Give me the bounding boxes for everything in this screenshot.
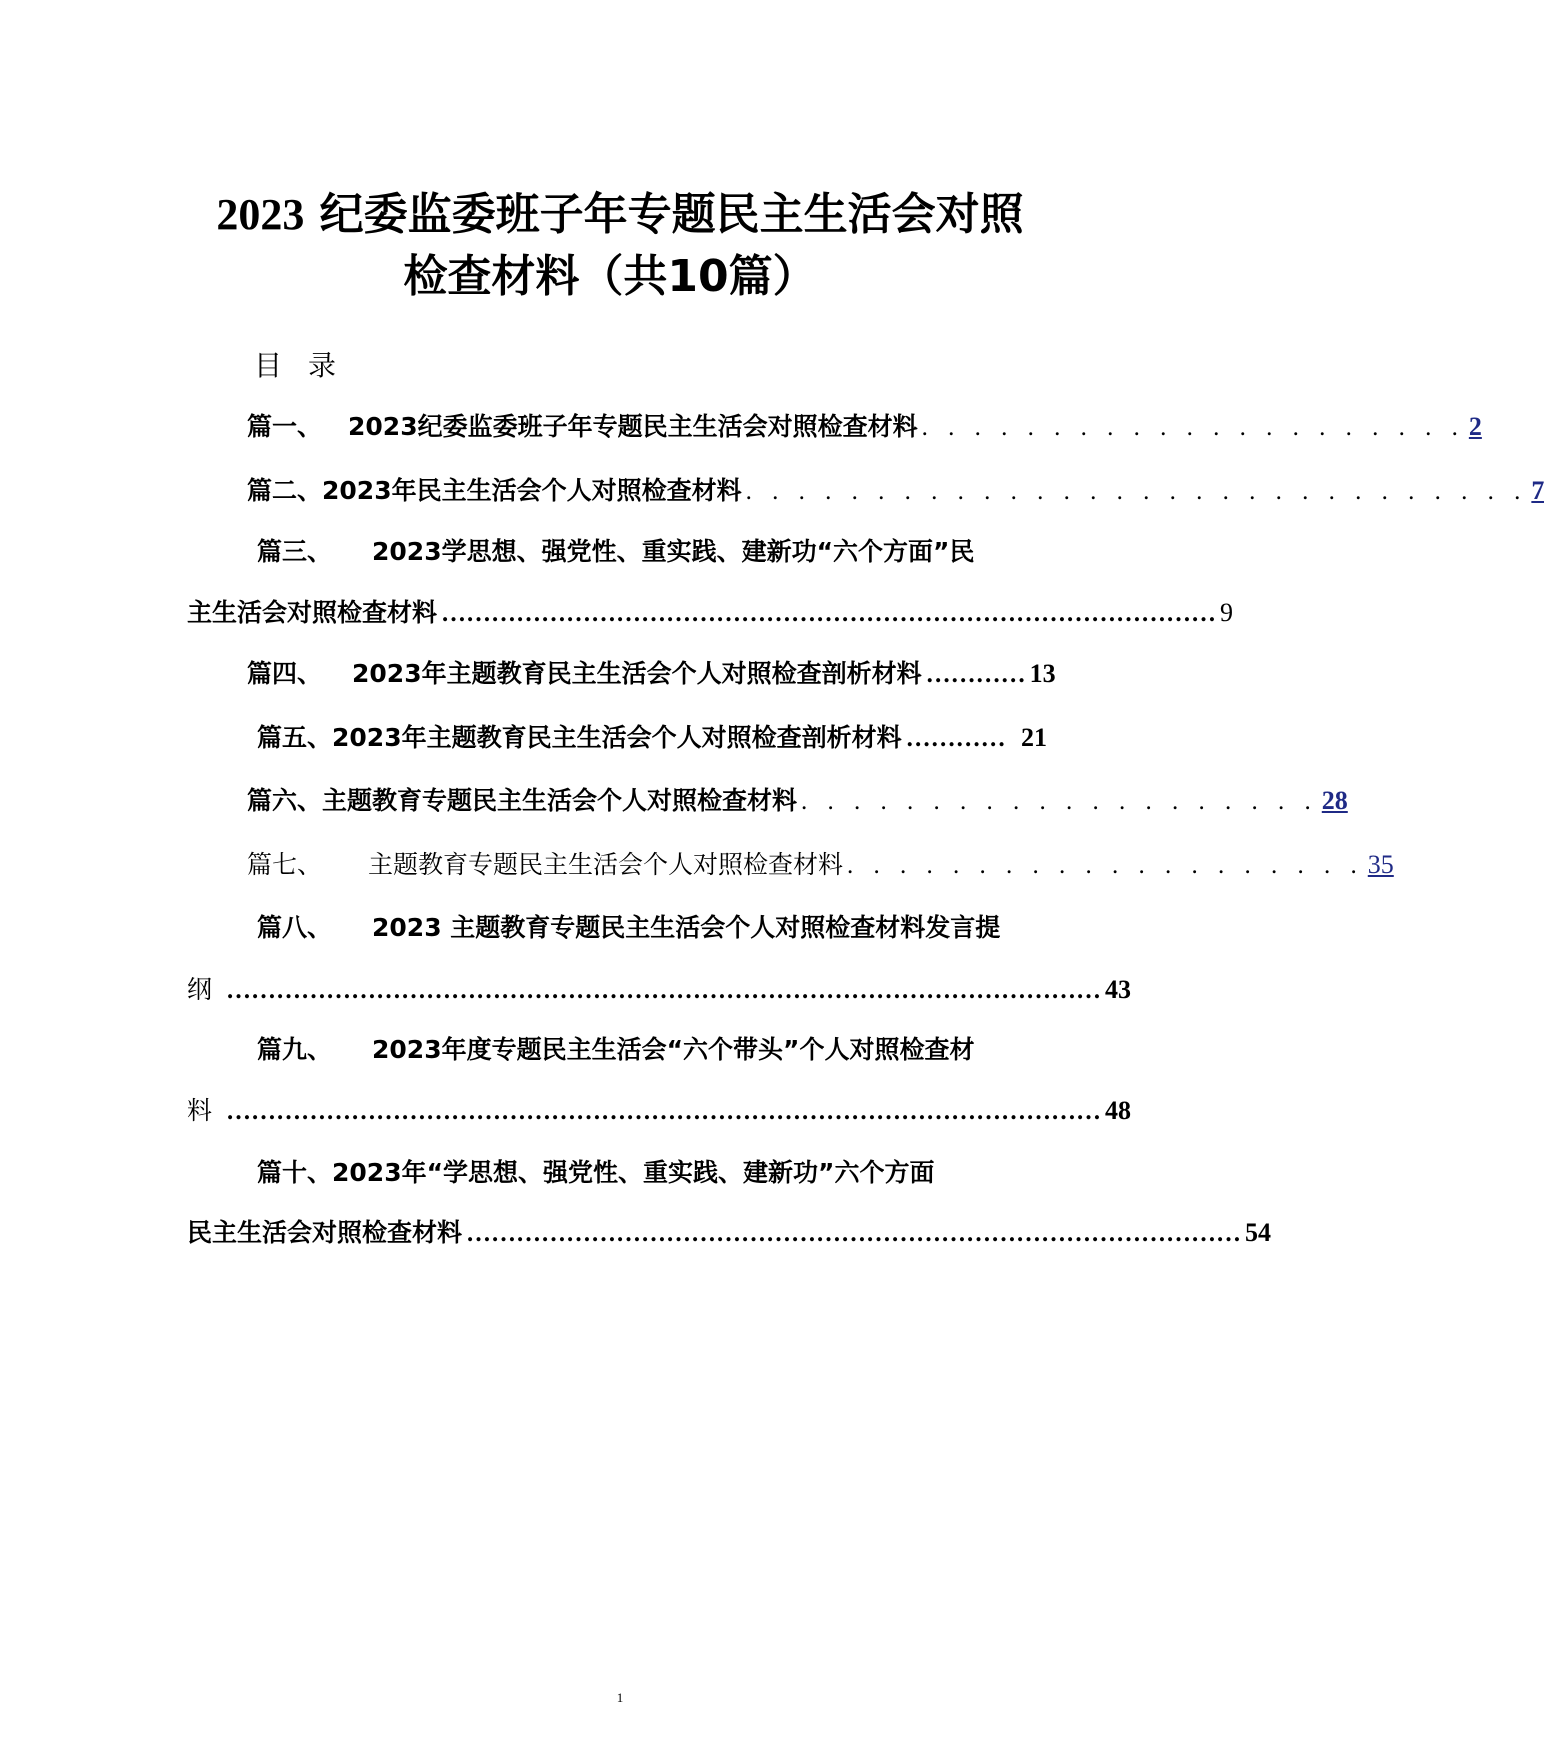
toc-entry-8-title-part1: 2023 主题教育专题民主生活会个人对照检查材料发言提: [372, 913, 1001, 942]
toc-entry-4-label: 篇四、: [247, 659, 323, 688]
toc-entry-7-label: 篇七、: [247, 850, 323, 879]
toc-entry-9-leader: ……………………………………………………………………………………………: [226, 1098, 1102, 1125]
toc-entry-10-title-part1: 2023年“学思想、强党性、重实践、建新功”六个方面: [332, 1158, 935, 1187]
document-title: [0, 186, 1240, 306]
title-year: 2023: [216, 190, 305, 239]
toc-entry-2-label: 篇二、: [247, 476, 323, 505]
toc-entry-10-leader: …………………………………………………………………………………: [466, 1220, 1242, 1247]
toc-entry-6-label: 篇六、: [247, 786, 323, 815]
toc-entry-4[interactable]: [247, 657, 1056, 692]
toc-entry-2-leader: . . . . . . . . . . . . . . . . . . . . . . . . . . . . . .: [745, 478, 1528, 505]
toc-entry-8-cont[interactable]: [187, 973, 1132, 1008]
toc-entry-1[interactable]: [247, 410, 1482, 445]
title-line-2: 检查材料（共10篇）: [403, 251, 817, 302]
page-number: 1: [616, 1690, 624, 1705]
toc-entry-9-label: 篇九、: [257, 1035, 333, 1064]
toc-entry-10[interactable]: [257, 1156, 1047, 1190]
title-line-1-text: 纪委监委班子年专题民主生活会对照: [304, 189, 1024, 240]
toc-entry-8[interactable]: [257, 911, 1047, 945]
toc-entry-9-title-part1: 2023年度专题民主生活会“六个带头”个人对照检查材: [372, 1035, 975, 1064]
toc-entry-7[interactable]: [247, 848, 1394, 883]
toc-entry-1-title: 2023纪委监委班子年专题民主生活会对照检查材料: [348, 412, 918, 441]
toc-entry-8-leader: ……………………………………………………………………………………………: [226, 977, 1102, 1004]
toc-entry-3-leader: …………………………………………………………………………………: [441, 600, 1217, 627]
toc-entry-1-label: 篇一、: [247, 412, 323, 441]
toc-entry-3-label: 篇三、: [257, 537, 333, 566]
toc-entry-3-title-part1: 2023学思想、强党性、重实践、建新功“六个方面”民: [372, 537, 975, 566]
toc-entry-7-title: 主题教育专题民主生活会个人对照检查材料: [368, 850, 844, 879]
toc-entry-7-leader: . . . . . . . . . . . . . . . . . . . .: [847, 852, 1364, 879]
toc-entry-3-title-part2: 主生活会对照检查材料: [187, 598, 438, 627]
toc-entry-9[interactable]: [257, 1033, 1047, 1067]
toc-entry-10-page[interactable]: 54: [1245, 1218, 1272, 1247]
toc-entry-6-leader: . . . . . . . . . . . . . . . . . . . .: [801, 788, 1318, 815]
toc-entry-2-page[interactable]: 7: [1531, 476, 1544, 505]
toc-entry-8-label: 篇八、: [257, 913, 333, 942]
toc-entry-4-leader: …………: [925, 661, 1026, 688]
toc-entry-8-title-part2: 纲: [187, 975, 213, 1004]
toc-entry-3[interactable]: [257, 535, 1047, 569]
toc-entry-2-title: 2023年民主生活会个人对照检查材料: [322, 476, 742, 505]
toc-entry-9-title-part2: 料: [187, 1096, 213, 1125]
toc-entry-5-label: 篇五、: [257, 723, 333, 752]
toc-entry-1-page[interactable]: 2: [1468, 412, 1482, 441]
title-line-1: [0, 186, 1240, 244]
toc-entry-10-label: 篇十、: [257, 1158, 333, 1187]
toc-entry-7-page[interactable]: 35: [1367, 850, 1394, 879]
toc-entry-6[interactable]: [247, 784, 1348, 819]
toc-entry-3-page[interactable]: 9: [1220, 598, 1234, 627]
toc-entry-6-page[interactable]: 28: [1321, 786, 1348, 815]
toc-entry-2[interactable]: [247, 474, 1544, 509]
toc-entry-5-title: 2023年主题教育民主生活会个人对照检查剖析材料: [332, 723, 902, 752]
toc-entry-5-page[interactable]: 21: [1021, 723, 1047, 752]
toc-entry-4-title: 2023年主题教育民主生活会个人对照检查剖析材料: [352, 659, 922, 688]
toc-entry-8-page[interactable]: 43: [1105, 975, 1132, 1004]
toc-heading: 目录: [254, 349, 363, 382]
toc-entry-10-cont[interactable]: [187, 1216, 1272, 1251]
toc-entry-10-title-part2: 民主生活会对照检查材料: [187, 1218, 463, 1247]
toc-entry-4-page[interactable]: 13: [1029, 659, 1056, 688]
toc-entry-3-cont[interactable]: [187, 596, 1234, 631]
toc-entry-9-page[interactable]: 48: [1105, 1096, 1132, 1125]
toc-entry-5[interactable]: [257, 721, 1047, 756]
toc-entry-5-leader: …………: [905, 725, 1006, 752]
toc-entry-1-leader: . . . . . . . . . . . . . . . . . . . . .: [921, 414, 1465, 441]
toc-entry-6-title: 主题教育专题民主生活会个人对照检查材料: [322, 786, 798, 815]
toc-entry-9-cont[interactable]: [187, 1094, 1132, 1129]
